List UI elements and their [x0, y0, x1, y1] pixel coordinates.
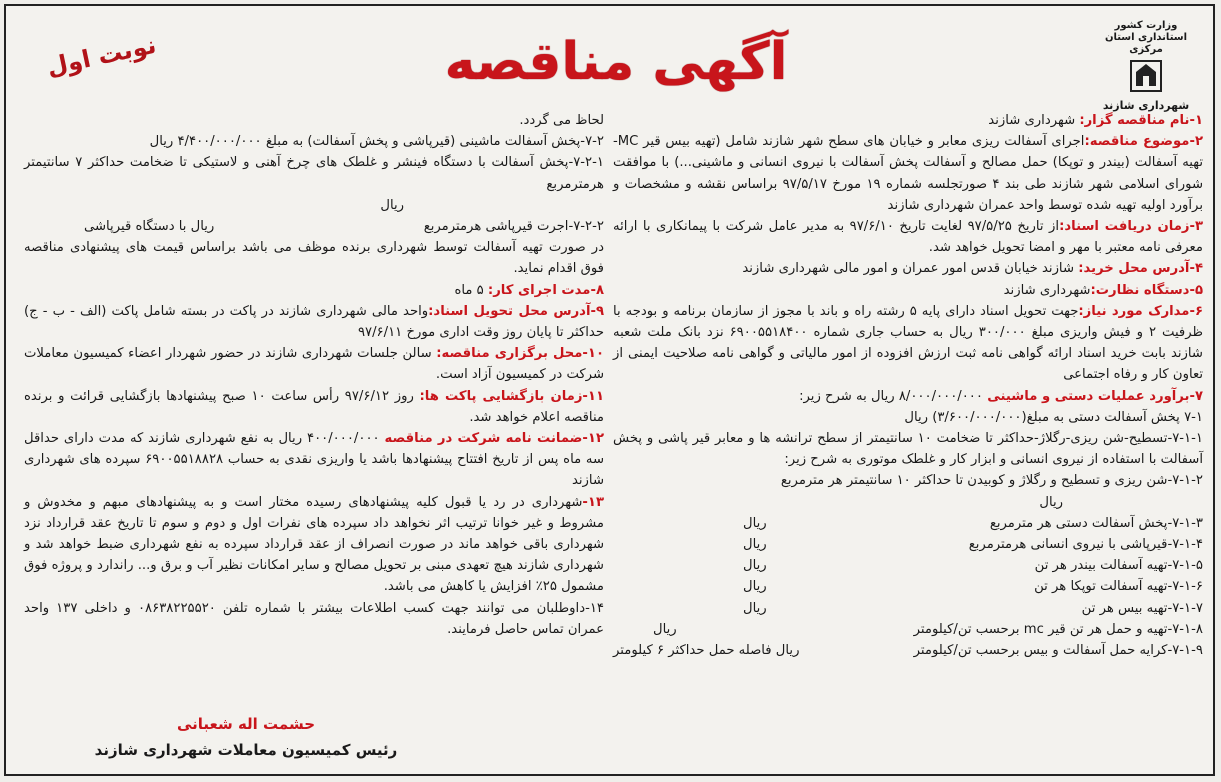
section-11: ۱۱-زمان بازگشایی پاکت ها: روز ۹۷/۶/۱۲ رأس ساعت ۱۰ صبح پیشنهادها بازگشایی قرائت و برنده مناقصه اعلام خواهد شد.: [24, 388, 605, 425]
section-14: ۱۴-داوطلبان می توانند جهت کسب اطلاعات بیشتر با شماره تلفن ۰۸۶۳۸۲۲۵۵۲۰ و داخلی ۱۳۷ واحد عمران تماس حاصل فرمایند.: [24, 600, 604, 637]
section-5: ۵-دستگاه نظارت:شهرداری شازند: [1003, 282, 1203, 298]
section-1: ۱-نام مناقصه گزار: شهرداری شازند: [988, 113, 1203, 128]
signer-name: حشمت اله شعبانی: [176, 715, 316, 733]
emblem-icon: [1128, 58, 1164, 94]
note: در صورت تهیه آسفالت توسط شهرداری برنده موظف می باشد براساس قیمت های پیشنهادی مناقصه فوق اقدام نماید.: [24, 240, 604, 277]
item-7-2-1: ۷-۲-۱-پخش آسفالت با دستگاه فینشر و غلطک های چرخ آهنی و لاستیکی تا ضخامت حداکثر ۷ سانتیمتر هرمترمربع: [24, 155, 604, 192]
item-7-1-3: ۷-۱-۳-پخش آسفالت دستی هر مترمربع ریال: [743, 515, 1203, 531]
item-7-1-2: ۷-۱-۲-شن ریزی و تسطیح و رگلاژ و کوبیدن تا حداکثر ۱۰ سانتیمتر هر مترمربع: [780, 473, 1203, 489]
section-2: ۲-موضوع مناقصه:اجرای آسفالت ریزی معابر و خیابان های سطح شهر شازند شامل (تهیه بیس قیر MC- تهیه آسفالت (بیندر و توپکا) حمل مصالح و آسفالت پخش آسفالت با نیروی انسانی و ماشینی...) با موافقت شورای اسلامی شهر شازند طی بند ۴ صورتجلسه شماره ۱۹ مورخ ۹۷/۵/۱۷ براساس نقشه و مشخصات و برآورد اولیه تهیه شده توسط واحد عمران شهرداری شازند: [613, 134, 1203, 213]
item-7-1-7: ۷-۱-۷-تهیه بیس هر تن ریال: [743, 600, 1203, 616]
section-12: ۱۲-ضمانت نامه شرکت در مناقصه ۴۰۰/۰۰۰/۰۰۰ ریال به نفع شهرداری شازند که مدت دارای حداقل سه ماه پس از تاریخ افتتاح پیشنهادها باشد یا واریزی نقدی به حساب ۶۹۰۰۵۵۱۸۸۲۸ سپرده های شهرداری شازند: [24, 431, 605, 489]
section-4: ۴-آدرس محل خرید: شازند خیابان قدس امور عمران و امور مالی شهرداری شازند: [742, 261, 1203, 277]
item-7-2-2: ۷-۲-۲-اجرت قیرپاشی هرمترمربع ریال با دستگاه قیرپاشی: [84, 219, 604, 235]
item-7-1-9: ۷-۱-۹-کرایه حمل آسفالت و بیس برحسب تن/کیلومتر ریال فاصله حمل حداکثر ۶ کیلومتر: [613, 643, 1203, 659]
item-7-1-8: ۷-۱-۸-تهیه و حمل هر تن قیر mc برحسب تن/کیلومتر ریال: [653, 621, 1203, 637]
item-7-1-1: ۷-۱-۱-تسطیح-شن ریزی-رگلاژ-حداکثر تا ضخامت ۱۰ سانتیمتر از سطح ترانشه ها و معابر قیر پاشی و پخش آسفالت با استفاده از نیروی انسانی و ابزار کار و غلطک موتوری به شرح زیر:: [613, 431, 1203, 468]
item-7-1: ۷-۱ پخش آسفالت دستی به مبلغ(۳/۶۰۰/۰۰۰/۰۰۰) ریال: [904, 409, 1203, 425]
signature-block: [36, 711, 456, 763]
item-7-1-4: ۷-۱-۴-قیرپاشی با نیروی انسانی هرمترمربع ریال: [743, 537, 1203, 553]
section-7: ۷-برآورد عملیات دستی و ماشینی ۸/۰۰۰/۰۰۰/۰۰۰ ریال به شرح زیر:: [799, 388, 1203, 404]
section-10: ۱۰-محل برگزاری مناقصه: سالن جلسات شهرداری شازند در حضور شهردار اعضاء کمیسیون معاملات شرکت در کمیسیون آزاد است.: [24, 346, 604, 383]
header: [6, 12, 1213, 112]
continuation: لحاظ می گردد.: [519, 113, 604, 128]
ministry-line2: استانداری استان مرکزی: [1104, 32, 1188, 55]
right-column: [613, 110, 1203, 661]
round-label: نوبت اول: [44, 30, 159, 82]
tender-notice: [4, 4, 1215, 776]
left-column: [24, 110, 604, 640]
municipality-name: شهرداری شازند: [1102, 99, 1190, 112]
item-7-2-1-unit: ریال: [380, 197, 404, 213]
item-7-1-6: ۷-۱-۶-تهیه آسفالت توپکا هر تن ریال: [743, 579, 1203, 595]
section-13: ۱۳-شهرداری در رد یا قبول کلیه پیشنهادهای رسیده مختار است و به پیشنهادهای مبهم و مخدوش و مشروط و غیر خوانا ترتیب اثر نخواهد داد سپرده های نفرات اول و دوم و سوم تا تاریخ عقد قرارداد نزد شهرداری باقی خواهد ماند در صورت انصراف از عقد قرارداد سپرده به نفع شهرداری ضبط خواهد شد و شهرداری شازند هیچ تعهدی مبنی بر تحویل مصالح و سایر امکانات نظیر آب و برق و... راندارد و پروژه فوق مشمول ۲۵٪ افزایش یا کاهش می باشد.: [24, 494, 604, 595]
municipality-logo: [1091, 20, 1201, 112]
page-title: آگهی مناقصه: [444, 32, 788, 92]
section-6: ۶-مدارک مورد نیاز:جهت تحویل اسناد دارای پایه ۵ رشته راه و باند با مجوز از سازمان برنامه و بودجه با ظرفیت ۲ و فیش واریزی مبلغ ۳۰۰/۰۰۰ ریال به حساب جاری شماره ۶۹۰۰۵۵۱۸۴۰۰ نزد بانک ملت شعبه شازند بابت خرید اسناد ارائه گواهی نامه ثبت ارزش افزوده از امور مالیاتی و گواهی نامه صلاحیت ایمنی از تعاون کار و رفاه اجتماعی: [613, 303, 1204, 383]
ministry-line1: وزارت کشور: [1114, 20, 1178, 31]
section-3: ۳-زمان دریافت اسناد:از تاریخ ۹۷/۵/۲۵ لغایت تاریخ ۹۷/۶/۱۰ به مدیر عامل شرکت با پیمانکاری با ارائه معرفی نامه معتبر با مهر و امضا تحویل خواهد شد.: [613, 219, 1204, 256]
item-7-1-5: ۷-۱-۵-تهیه آسفالت بیندر هر تن ریال: [743, 558, 1203, 574]
item-7-1-2-unit: ریال: [1039, 494, 1063, 510]
signer-role: رئیس کمیسیون معاملات شهرداری شازند: [94, 741, 398, 759]
item-7-2: ۷-۲-پخش آسفالت ماشینی (قیرپاشی و پخش آسفالت) به مبلغ ۴/۴۰۰/۰۰۰/۰۰۰ ریال: [149, 134, 604, 150]
section-9: ۹-آدرس محل تحویل اسناد:واحد مالی شهرداری شازند در پاکت در بسته شامل پاکت (الف - ب - ج) حداکثر تا پایان روز وقت اداری مورخ ۹۷/۶/۱۱: [24, 303, 604, 341]
section-8: ۸-مدت اجرای کار: ۵ ماه: [454, 282, 604, 298]
